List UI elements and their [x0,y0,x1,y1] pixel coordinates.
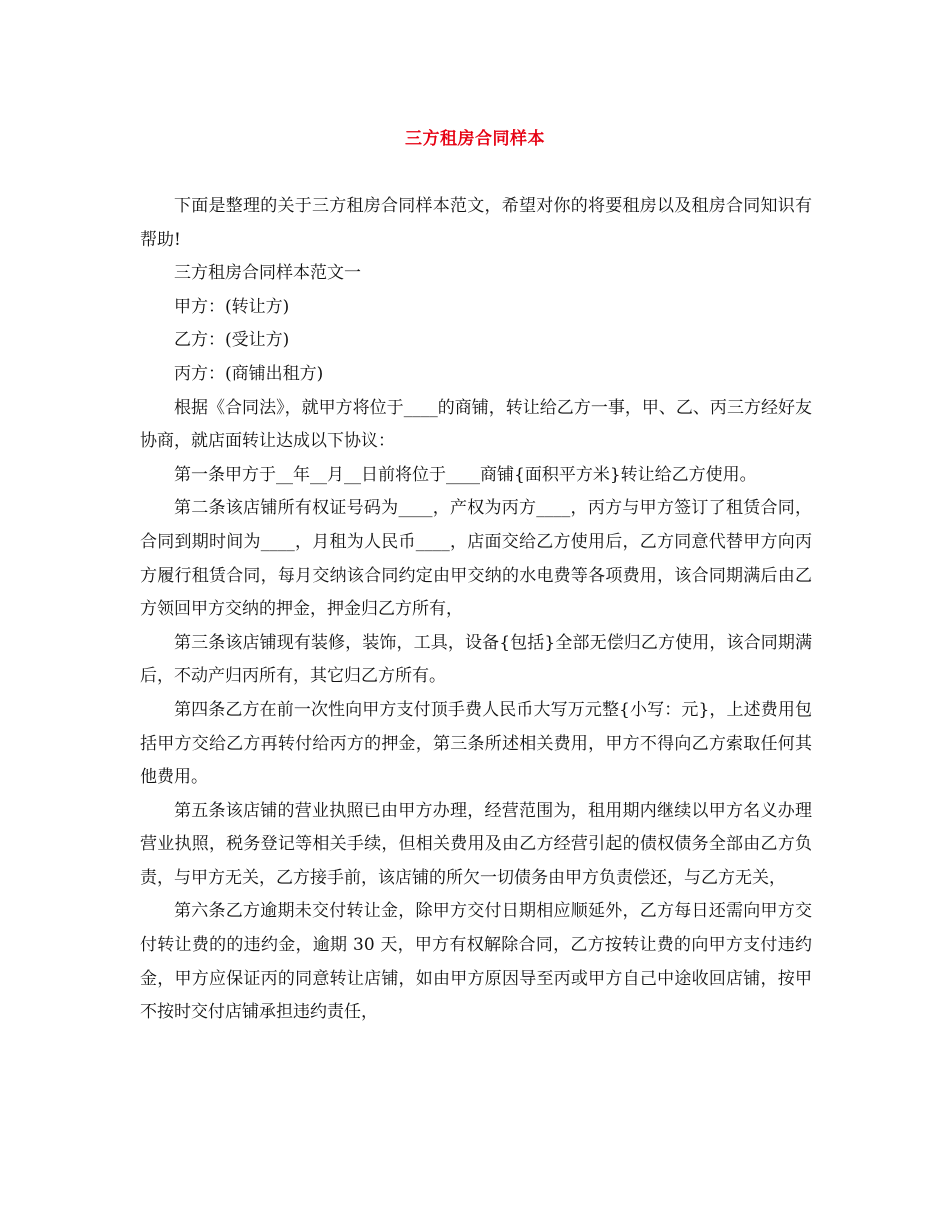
party-a-line: 甲方：(转让方) [174,296,290,317]
party-b-line: 乙方：(受让方) [174,330,290,351]
article-1: 第一条甲方于__年__月__日前将位于____商铺{面积平方米}转让给乙方使用。 [174,464,757,485]
party-c-line: 丙方：(商铺出租方) [174,363,324,384]
preamble-paragraph: 根据《合同法》，就甲方将位于____的商铺，转让给乙方一事，甲、乙、丙三方经好友协商，就店面转让达成以下协议： [140,397,812,452]
article-4: 第四条乙方在前一次性向甲方支付顶手费人民币大写万元整{小写：元}，上述费用包括甲方交给乙方再转付给丙方的押金，第三条所述相关费用，甲方不得向乙方索取任何其他费用。 [140,699,812,788]
section-heading: 三方租房合同样本范文一 [174,263,361,284]
article-2: 第二条该店铺所有权证号码为____，产权为丙方____，丙方与甲方签订了租赁合同，合同到期时间为____，月租为人民币____，店面交给乙方使用后，乙方同意代替甲方向丙方履行租赁合同，每月交纳该合同约定由甲交纳的水电费等各项费用，该合同期满后由乙方领回甲方交纳的押金，押金归乙方所有， [140,498,812,620]
article-5: 第五条该店铺的营业执照已由甲方办理，经营范围为，租用期内继续以甲方名义办理营业执照，税务登记等相关手续，但相关费用及由乙方经营引起的债权债务全部由乙方负责，与甲方无关，乙方接手前，该店铺的所欠一切债务由甲方负责偿还，与乙方无关， [140,800,812,888]
document-title: 三方租房合同样本 [405,129,545,149]
article-3: 第三条该店铺现有装修，装饰，工具，设备{包括}全部无偿归乙方使用，该合同期满后，不动产归丙所有，其它归乙方所有。 [140,632,812,687]
document-body [140,190,812,1030]
intro-paragraph: 下面是整理的关于三方租房合同样本范文，希望对你的将要租房以及租房合同知识有帮助! [140,196,812,250]
article-6: 第六条乙方逾期未交付转让金，除甲方交付日期相应顺延外，乙方每日还需向甲方交付转让费的的违约金，逾期 30 天，甲方有权解除合同，乙方按转让费的向甲方支付违约金，甲方应保证丙的同意转让店铺，如由甲方原因导至丙或甲方自己中途收回店铺，按甲不按时交付店铺承担违约责任， [140,901,812,1023]
